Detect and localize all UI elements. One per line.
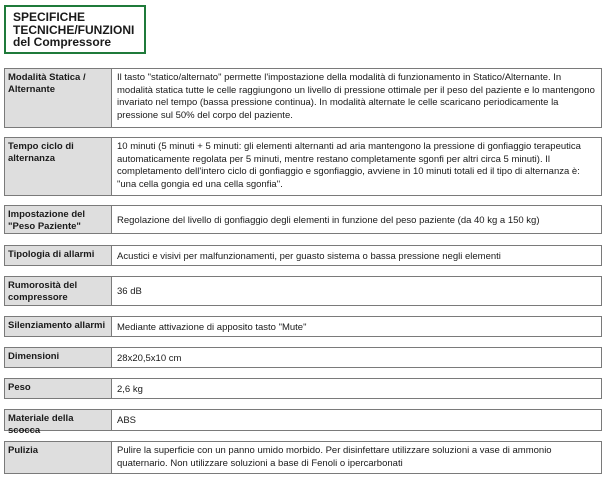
spec-label: Peso: [8, 382, 31, 393]
spec-row-allarmi: [4, 245, 602, 266]
spec-label: Modalità Statica / Alternante: [8, 72, 86, 95]
spec-row-rumorosita: [4, 276, 602, 306]
spec-row-silenziamento: [4, 316, 602, 337]
spec-label: Pulizia: [8, 445, 39, 456]
spec-value: ABS: [111, 410, 601, 430]
spec-row-peso-paziente: [4, 205, 602, 234]
spec-row-pulizia: [4, 441, 602, 474]
spec-row-peso: [4, 378, 602, 399]
spec-value: 10 minuti (5 minuti + 5 minuti: gli elementi alternanti ad aria mantengono la pressione di gonfiaggio terapeutica automaticamente regolata per 5 minuti, mentre restano completamente sgonfi per altri circa 5 minuti). Il completamento dell'intero ciclo di gonfiaggio e sgonfiaggio, avviene in 10 minuti totali ed il tipo di alternanza è: "una cella gongia ed una cella sgonfia".: [111, 138, 601, 195]
spec-label: Silenziamento allarmi: [8, 320, 106, 331]
spec-value: 28x20,5x10 cm: [111, 348, 601, 367]
spec-value: Acustici e visivi per malfunzionamenti, per guasto sistema o bassa pressione negli elementi: [111, 246, 601, 265]
title-line-3: del Compressore: [13, 35, 112, 49]
spec-value: Regolazione del livello di gonfiaggio degli elementi in funzione del peso paziente (da 40 kg a 150 kg): [111, 206, 601, 233]
spec-label: Impostazione del "Peso Paziente": [8, 209, 86, 232]
spec-value: Pulire la superficie con un panno umido morbido. Per disinfettare utilizzare soluzioni a vase di ammonio quaternario. Non utilizzare soluzioni a base di Fenoli o ipercarbonati: [111, 442, 601, 473]
spec-row-dimensioni: [4, 347, 602, 368]
title-line-1: SPECIFICHE: [13, 10, 86, 24]
spec-label: Tipologia di allarmi: [8, 249, 95, 260]
spec-value: 2,6 kg: [111, 379, 601, 398]
title-line-2: TECNICHE/FUNZIONI: [13, 22, 135, 37]
spec-row-tempo-ciclo: [4, 137, 602, 196]
spec-label: Dimensioni: [8, 351, 60, 362]
spec-value: 36 dB: [111, 277, 601, 305]
spec-row-materiale: [4, 409, 602, 436]
spec-value: Mediante attivazione di apposito tasto "Mute": [111, 317, 601, 336]
section-title: [4, 5, 146, 54]
spec-label: Materiale della scocca: [8, 413, 74, 436]
spec-label: Tempo ciclo di alternanza: [8, 141, 74, 164]
spec-value: Il tasto "statico/alternato" permette l'impostazione della modalità di funzionamento in Statico/Alternante. In modalità statica tutte le celle raggiungono un livello di pressione ottimale per il peso del paziente e lo mantengono invariato nel tempo (bassa pressione continua). In modalità alternate le celle scaricano periodicamente la pressione sul 50% del corpo del paziente.: [111, 69, 601, 127]
spec-label: Rumorosità del compressore: [8, 280, 78, 303]
spec-row-modalita: [4, 68, 602, 128]
